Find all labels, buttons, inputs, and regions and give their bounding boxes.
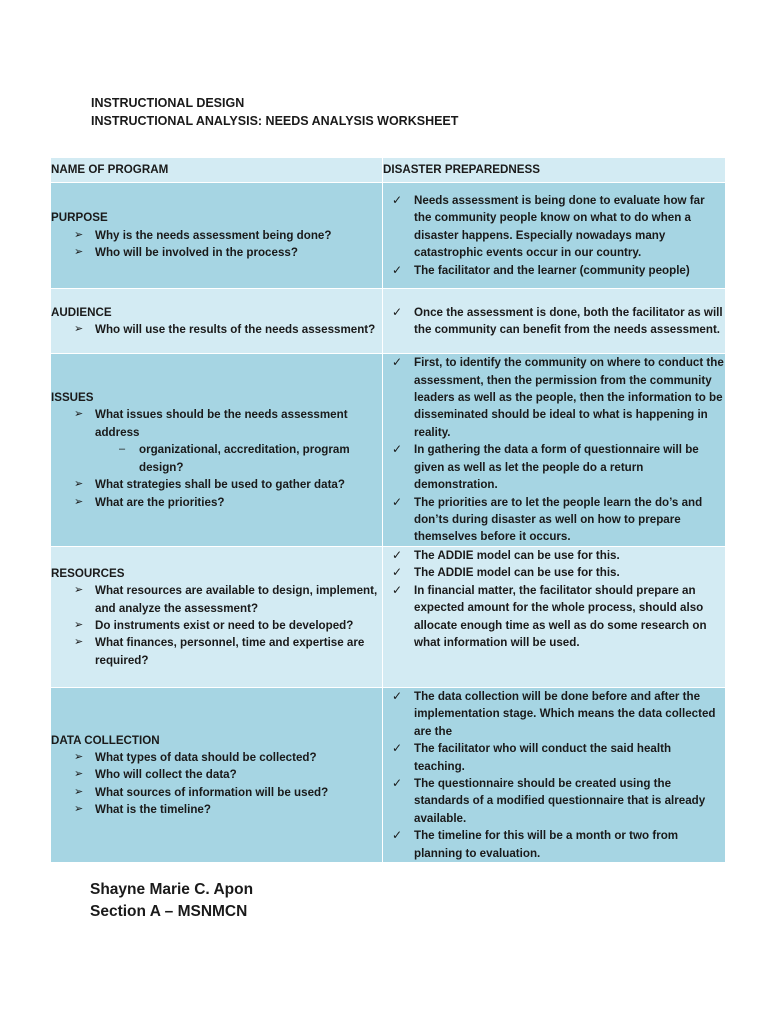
- issues-questions: [51, 406, 382, 510]
- resources-question-cell: [51, 547, 383, 688]
- list-item: ✓ First, to identify the community on where to conduct the assessment, then the permission from the community leaders as well as the people, then the information to be disseminated should be ideal to what is happening in reality.: [392, 355, 724, 439]
- checkmark-icon: ✓: [392, 776, 403, 791]
- resources-answer-cell: [383, 547, 726, 688]
- list-item: ➢ Do instruments exist or need to be developed?: [51, 617, 382, 634]
- list-item: ➢ What issues should be the needs assessment address – organizational, accreditation, program design?: [51, 406, 382, 476]
- checkmark-icon: ✓: [392, 689, 403, 703]
- document-heading: [91, 94, 458, 130]
- list-item: ➢ What types of data should be collected?: [51, 749, 382, 766]
- list-item: ➢ Who will be involved in the process?: [51, 244, 382, 261]
- list-item: ➢ Why is the needs assessment being done?: [51, 227, 382, 244]
- arrow-bullet-icon: ➢: [74, 803, 84, 816]
- list-item: ✓ The facilitator and the learner (community people): [383, 262, 725, 279]
- purpose-answers: [383, 192, 725, 279]
- table-header-row: [51, 158, 726, 183]
- arrow-bullet-icon: ➢: [74, 495, 84, 508]
- audience-row: [51, 289, 726, 354]
- checkmark-icon: ✓: [392, 355, 403, 370]
- data-collection-row: [51, 688, 726, 863]
- arrow-bullet-icon: ➢: [74, 750, 84, 763]
- audience-question-cell: [51, 289, 383, 354]
- author-name: Shayne Marie C. Apon: [90, 881, 254, 898]
- issues-row: [51, 354, 726, 547]
- data-collection-question-cell: [51, 688, 383, 863]
- author-section: Section A – MSNMCN: [90, 903, 248, 920]
- list-item: ✓ The questionnaire should be created using the standards of a modified questionnaire that is already available.: [392, 776, 706, 825]
- purpose-question-cell: [51, 183, 383, 289]
- issues-answer-cell: [383, 354, 726, 547]
- list-item: ✓ The ADDIE model can be use for this.: [383, 547, 725, 564]
- purpose-row: [51, 183, 726, 289]
- checkmark-icon: ✓: [392, 262, 403, 277]
- list-item: ➢ What sources of information will be used?: [51, 784, 382, 801]
- needs-analysis-table: [50, 157, 726, 863]
- list-item: ➢ Who will use the results of the needs assessment?: [51, 321, 382, 338]
- arrow-bullet-icon: ➢: [74, 323, 84, 335]
- author-block: [90, 879, 253, 923]
- list-item: ➢ What resources are available to design, implement, and analyze the assessment?: [74, 584, 378, 615]
- list-item: ✓ The ADDIE model can be use for this.: [383, 564, 725, 581]
- list-item: ✓ The data collection will be done before and after the implementation stage. Which means the data collected are the: [392, 689, 716, 738]
- list-item: ✓ The timeline for this will be a month or two from planning to evaluation.: [392, 828, 679, 860]
- resources-questions: [51, 582, 382, 669]
- course-title: INSTRUCTIONAL DESIGN: [91, 96, 245, 110]
- data-collection-answer-cell: [383, 688, 726, 863]
- worksheet-title: INSTRUCTIONAL ANALYSIS: NEEDS ANALYSIS WORKSHEET: [91, 114, 459, 128]
- list-item: ➢ What strategies shall be used to gather data?: [51, 476, 382, 493]
- arrow-bullet-icon: ➢: [74, 636, 84, 649]
- arrow-bullet-icon: ➢: [74, 246, 84, 259]
- audience-questions: [51, 321, 382, 338]
- audience-answer-cell: [383, 289, 726, 354]
- arrow-bullet-icon: ➢: [74, 768, 84, 781]
- list-item: ✓ In gathering the data a form of questionnaire will be given as well as let the people do a return demonstration.: [392, 442, 699, 492]
- arrow-bullet-icon: ➢: [74, 785, 84, 798]
- issues-label: ISSUES: [51, 391, 94, 405]
- data-collection-label: DATA COLLECTION: [51, 733, 160, 747]
- checkmark-icon: ✓: [392, 741, 403, 756]
- list-item: ✓ In financial matter, the facilitator should prepare an expected amount for the whole process, should also allocate enough time as well as do some research on what information will be used.: [392, 582, 707, 650]
- data-collection-questions: [51, 749, 382, 819]
- data-collection-answers: [383, 688, 725, 862]
- arrow-bullet-icon: ➢: [74, 619, 84, 631]
- checkmark-icon: ✓: [392, 548, 403, 562]
- list-item: ➢ What finances, personnel, time and expertise are required?: [74, 636, 365, 667]
- checkmark-icon: ✓: [392, 192, 403, 207]
- checkmark-icon: ✓: [392, 828, 403, 843]
- purpose-label: PURPOSE: [51, 211, 108, 225]
- header-right-cell: [383, 158, 726, 183]
- list-item: – organizational, accreditation, program design?: [119, 443, 350, 474]
- list-item: ✓ Once the assessment is done, both the facilitator as will the community can benefit from the needs assessment.: [392, 304, 723, 336]
- list-item: ➢ Who will collect the data?: [51, 766, 382, 783]
- arrow-bullet-icon: ➢: [74, 228, 84, 241]
- list-item: ➢ What is the timeline?: [51, 801, 382, 818]
- dash-bullet-icon: –: [119, 443, 126, 456]
- audience-answers: [383, 304, 725, 339]
- list-item: ➢ What are the priorities?: [51, 494, 382, 511]
- name-of-program-label: NAME OF PROGRAM: [51, 163, 169, 177]
- checkmark-icon: ✓: [392, 582, 403, 597]
- issues-answers: [383, 354, 725, 545]
- audience-label: AUDIENCE: [51, 305, 112, 319]
- issues-subquestions: [95, 441, 382, 476]
- purpose-questions: [51, 227, 382, 262]
- list-item: ✓ Needs assessment is being done to evaluate how far the community people know on what to do when a disaster happens. Especially nowadays many catastrophic events occur in our country.: [392, 192, 705, 260]
- resources-label: RESOURCES: [51, 566, 125, 580]
- header-left-cell: [51, 158, 383, 183]
- arrow-bullet-icon: ➢: [74, 584, 84, 597]
- list-item: ✓ The priorities are to let the people learn the do’s and don’ts during disaster as well on how to prepare themselves before it occurs.: [392, 494, 703, 544]
- issues-question-cell: [51, 354, 383, 547]
- purpose-answer-cell: [383, 183, 726, 289]
- resources-row: [51, 547, 726, 688]
- checkmark-icon: ✓: [392, 442, 403, 457]
- checkmark-icon: ✓: [392, 565, 403, 580]
- program-name: DISASTER PREPAREDNESS: [383, 163, 540, 177]
- arrow-bullet-icon: ➢: [74, 478, 84, 491]
- checkmark-icon: ✓: [392, 494, 403, 509]
- checkmark-icon: ✓: [392, 304, 403, 319]
- list-item: ✓ The facilitator who will conduct the said health teaching.: [392, 741, 672, 773]
- arrow-bullet-icon: ➢: [74, 408, 84, 421]
- resources-answers: [383, 547, 725, 651]
